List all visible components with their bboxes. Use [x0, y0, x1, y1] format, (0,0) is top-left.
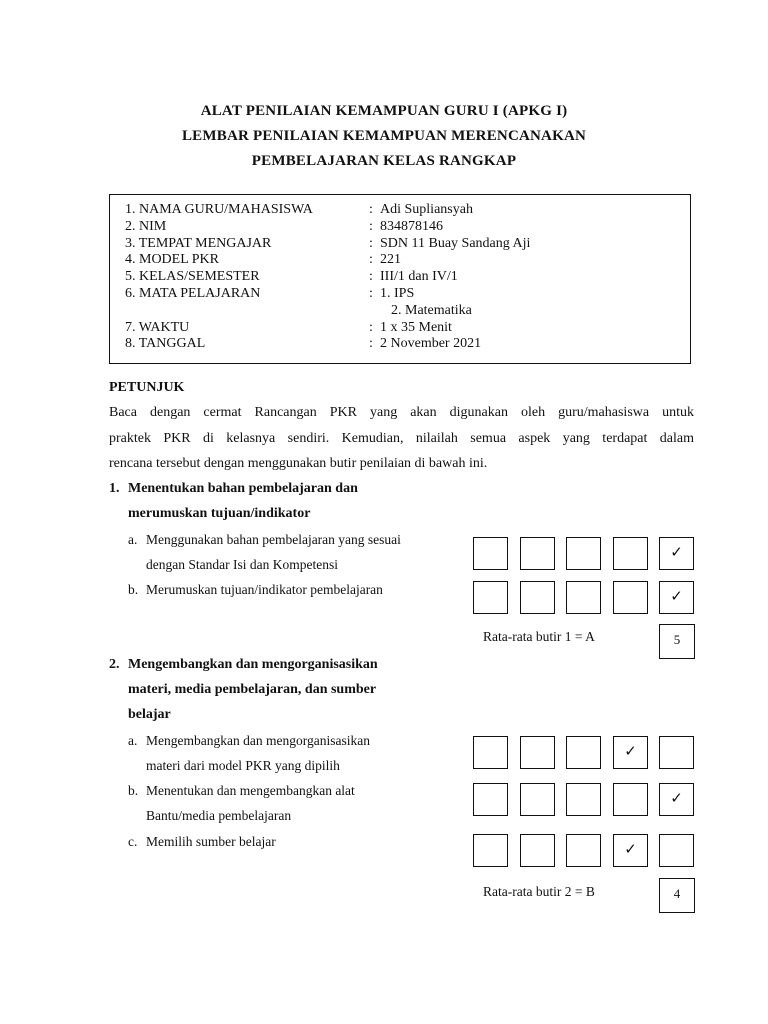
- average-value-box[interactable]: 4: [659, 878, 695, 913]
- info-label: 4. MODEL PKR: [125, 252, 219, 267]
- score-box[interactable]: [659, 581, 694, 614]
- info-colon: :: [369, 286, 373, 301]
- score-box[interactable]: [473, 537, 508, 570]
- score-box[interactable]: [566, 736, 601, 769]
- score-box[interactable]: [659, 537, 694, 570]
- info-colon: :: [369, 269, 373, 284]
- info-label: 2. NIM: [125, 219, 167, 234]
- section-title: materi, media pembelajaran, dan sumber: [128, 682, 377, 697]
- section-title: belajar: [128, 707, 171, 722]
- score-box[interactable]: [473, 783, 508, 816]
- item-letter: b.: [128, 582, 139, 597]
- instruction-line: praktek PKR di kelasnya sendiri. Kemudian, nilailah semua aspek yang terdapat dalam: [109, 431, 694, 446]
- score-box[interactable]: [473, 581, 508, 614]
- section-number: 2.: [109, 657, 120, 672]
- info-value: III/1 dan IV/1: [380, 269, 458, 284]
- item-text: Merumuskan tujuan/indikator pembelajaran: [146, 582, 383, 597]
- teacher-info-box: [109, 194, 691, 364]
- info-colon: :: [369, 320, 373, 335]
- item-text: Menentukan dan mengembangkan alat: [146, 783, 355, 798]
- score-box[interactable]: [566, 834, 601, 867]
- item-text: Menggunakan bahan pembelajaran yang sesuai: [146, 532, 401, 547]
- info-colon: :: [369, 252, 373, 267]
- score-box[interactable]: [473, 736, 508, 769]
- info-label: 8. TANGGAL: [125, 336, 206, 351]
- section-title: merumuskan tujuan/indikator: [128, 506, 311, 521]
- info-value: 221: [380, 252, 401, 267]
- score-box[interactable]: [520, 834, 555, 867]
- info-label: 6. MATA PELAJARAN: [125, 286, 261, 301]
- item-text: dengan Standar Isi dan Kompetensi: [146, 557, 338, 572]
- info-colon: :: [369, 219, 373, 234]
- item-letter: c.: [128, 834, 138, 849]
- info-value: SDN 11 Buay Sandang Aji: [380, 236, 531, 251]
- score-box[interactable]: [613, 736, 648, 769]
- check-mark-icon: ✓: [624, 744, 637, 760]
- section-title: Menentukan bahan pembelajaran dan: [128, 481, 358, 496]
- item-letter: a.: [128, 532, 138, 547]
- info-colon: :: [369, 336, 373, 351]
- section-number: 1.: [109, 481, 120, 496]
- info-label: 1. NAMA GURU/MAHASISWA: [125, 202, 313, 217]
- score-box[interactable]: [566, 581, 601, 614]
- average-label: Rata-rata butir 2 = B: [483, 884, 595, 899]
- item-text: Memilih sumber belajar: [146, 834, 276, 849]
- info-value: 834878146: [380, 219, 443, 234]
- check-mark-icon: ✓: [670, 791, 683, 807]
- info-label: 5. KELAS/SEMESTER: [125, 269, 260, 284]
- score-box[interactable]: [566, 537, 601, 570]
- item-text: Mengembangkan dan mengorganisasikan: [146, 733, 370, 748]
- item-text: materi dari model PKR yang dipilih: [146, 758, 340, 773]
- info-label: 3. TEMPAT MENGAJAR: [125, 236, 272, 251]
- instruction-line: rencana tersebut dengan menggunakan butir penilaian di bawah ini.: [109, 456, 488, 471]
- info-value: 1 x 35 Menit: [380, 320, 452, 335]
- score-box[interactable]: [659, 736, 694, 769]
- info-value: 2 November 2021: [380, 336, 482, 351]
- score-box[interactable]: [613, 581, 648, 614]
- form-title-line-1: ALAT PENILAIAN KEMAMPUAN GURU I (APKG I): [200, 103, 568, 119]
- info-value: 2. Matematika: [391, 303, 472, 318]
- item-letter: b.: [128, 783, 139, 798]
- average-value-box[interactable]: 5: [659, 624, 695, 659]
- score-box[interactable]: [520, 736, 555, 769]
- petunjuk-heading: PETUNJUK: [109, 380, 185, 395]
- score-box[interactable]: [520, 581, 555, 614]
- score-box[interactable]: [659, 783, 694, 816]
- form-title-line-3: PEMBELAJARAN KELAS RANGKAP: [251, 153, 517, 169]
- info-label: 7. WAKTU: [125, 320, 190, 335]
- info-value: 1. IPS: [380, 286, 415, 301]
- score-box[interactable]: [613, 783, 648, 816]
- score-box[interactable]: [473, 834, 508, 867]
- score-box[interactable]: [613, 834, 648, 867]
- item-letter: a.: [128, 733, 138, 748]
- item-text: Bantu/media pembelajaran: [146, 808, 292, 823]
- form-title-line-2: LEMBAR PENILAIAN KEMAMPUAN MERENCANAKAN: [181, 128, 587, 144]
- info-value: Adi Supliansyah: [380, 202, 473, 217]
- score-box[interactable]: [520, 783, 555, 816]
- info-colon: :: [369, 202, 373, 217]
- score-box[interactable]: [659, 834, 694, 867]
- score-box[interactable]: [613, 537, 648, 570]
- score-box[interactable]: [566, 783, 601, 816]
- average-label: Rata-rata butir 1 = A: [483, 629, 595, 644]
- score-box[interactable]: [520, 537, 555, 570]
- check-mark-icon: ✓: [624, 842, 637, 858]
- check-mark-icon: ✓: [670, 589, 683, 605]
- instruction-line: Baca dengan cermat Rancangan PKR yang akan digunakan oleh guru/mahasiswa untuk: [109, 405, 694, 420]
- check-mark-icon: ✓: [670, 545, 683, 561]
- section-title: Mengembangkan dan mengorganisasikan: [128, 657, 378, 672]
- info-colon: :: [369, 236, 373, 251]
